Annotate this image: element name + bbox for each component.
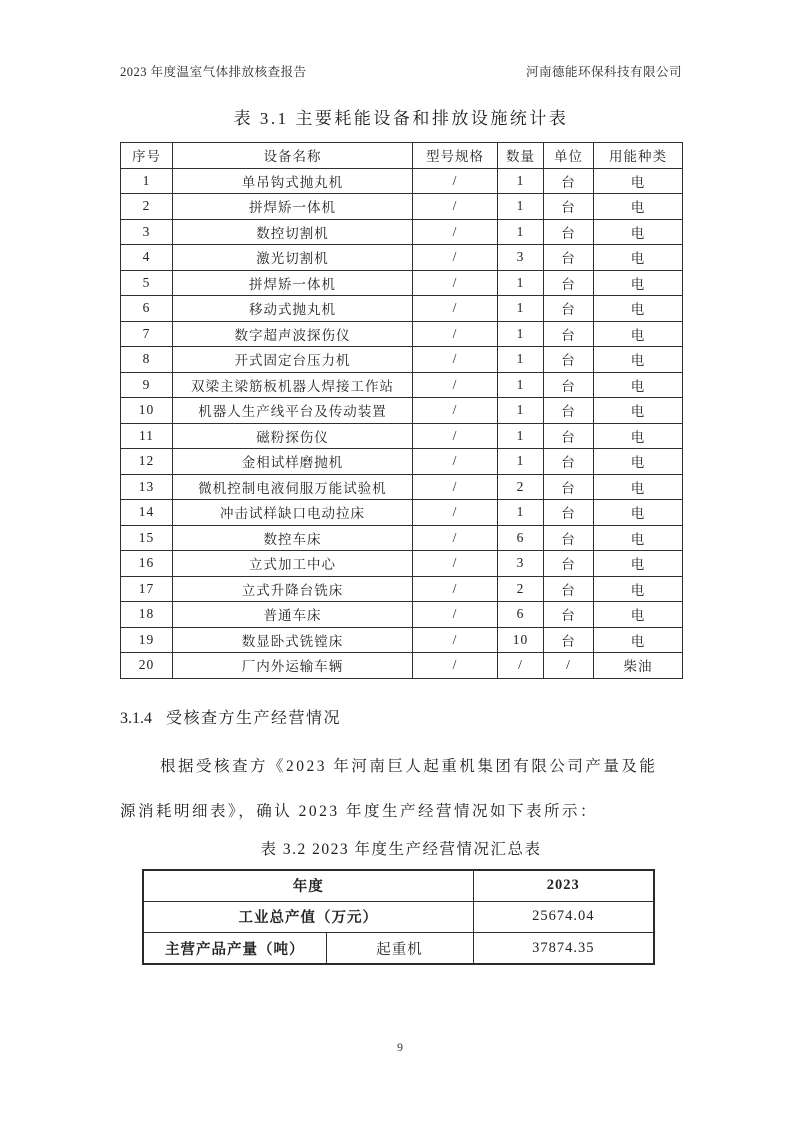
table-cell: / xyxy=(413,449,498,475)
table-cell: 13 xyxy=(121,474,173,500)
table-row xyxy=(121,576,683,602)
table-row xyxy=(121,372,683,398)
table-cell: / xyxy=(413,194,498,220)
table-row xyxy=(121,474,683,500)
table-cell: 台 xyxy=(544,372,594,398)
table31-title: 表 3.1 主要耗能设备和排放设施统计表 xyxy=(233,109,569,128)
product-name-cell: 起重机 xyxy=(326,933,473,965)
table-cell: 单吊钩式抛丸机 xyxy=(173,168,413,194)
table-cell: / xyxy=(413,168,498,194)
table-row xyxy=(143,870,654,902)
table-row xyxy=(121,347,683,373)
table-cell: 立式加工中心 xyxy=(173,551,413,577)
table-cell: / xyxy=(413,576,498,602)
table-cell: 电 xyxy=(594,270,683,296)
table32-title: 表 3.2 2023 年度生产经营情况汇总表 xyxy=(260,840,542,858)
table-cell: 柴油 xyxy=(594,653,683,679)
table-cell: 1 xyxy=(498,398,544,424)
table-cell: / xyxy=(413,423,498,449)
table-row xyxy=(121,245,683,271)
table-row xyxy=(121,270,683,296)
table-cell: / xyxy=(413,270,498,296)
table-cell: / xyxy=(413,245,498,271)
section-heading-text: 受核查方生产经营情况 xyxy=(166,709,342,727)
equipment-table xyxy=(120,142,683,679)
production-summary-table xyxy=(142,869,655,966)
table-cell: 金相试样磨抛机 xyxy=(173,449,413,475)
page-number: 9 xyxy=(397,1040,403,1054)
table-cell: 16 xyxy=(121,551,173,577)
table-cell: 开式固定台压力机 xyxy=(173,347,413,373)
table-row xyxy=(121,500,683,526)
table-cell: 电 xyxy=(594,500,683,526)
table-cell: 电 xyxy=(594,321,683,347)
table-cell: 激光切割机 xyxy=(173,245,413,271)
year-value-cell: 2023 xyxy=(473,870,654,902)
table-cell: 15 xyxy=(121,525,173,551)
table-cell: 电 xyxy=(594,525,683,551)
table-cell: 电 xyxy=(594,398,683,424)
table-cell: 2 xyxy=(498,576,544,602)
table-cell: 机器人生产线平台及传动装置 xyxy=(173,398,413,424)
table-cell: 8 xyxy=(121,347,173,373)
table-cell: / xyxy=(413,296,498,322)
table-cell: 数字超声波探伤仪 xyxy=(173,321,413,347)
table-row xyxy=(121,168,683,194)
equipment-table-head xyxy=(121,143,683,169)
output-value-cell: 25674.04 xyxy=(473,901,654,933)
table-cell: 台 xyxy=(544,245,594,271)
table-cell: 4 xyxy=(121,245,173,271)
table-cell: 电 xyxy=(594,474,683,500)
table-cell: 台 xyxy=(544,525,594,551)
header-company-name: 河南德能环保科技有限公司 xyxy=(525,65,682,79)
table-cell: 电 xyxy=(594,296,683,322)
table-cell: 电 xyxy=(594,219,683,245)
table-cell: 台 xyxy=(544,347,594,373)
table-cell: 1 xyxy=(498,449,544,475)
table-cell: 台 xyxy=(544,551,594,577)
table-cell: / xyxy=(413,347,498,373)
section-heading xyxy=(120,705,682,728)
table-cell: 1 xyxy=(121,168,173,194)
table-cell: 3 xyxy=(498,245,544,271)
table-cell: 1 xyxy=(498,321,544,347)
table-cell: 台 xyxy=(544,576,594,602)
table-cell: 2 xyxy=(121,194,173,220)
table-cell: 台 xyxy=(544,602,594,628)
table-row xyxy=(121,551,683,577)
table-cell: 电 xyxy=(594,168,683,194)
table-cell: / xyxy=(413,500,498,526)
table-cell: 台 xyxy=(544,194,594,220)
column-header-index: 序号 xyxy=(121,143,173,169)
equipment-table-body xyxy=(121,168,683,678)
table-row xyxy=(143,933,654,965)
section-number: 3.1.4 xyxy=(120,709,152,727)
table-cell: 1 xyxy=(498,423,544,449)
table-cell: 台 xyxy=(544,423,594,449)
table-cell: 12 xyxy=(121,449,173,475)
table-cell: 台 xyxy=(544,321,594,347)
table-cell: 19 xyxy=(121,627,173,653)
header-report-title: 2023 年度温室气体排放核查报告 xyxy=(120,65,307,79)
table-cell: / xyxy=(413,321,498,347)
table-cell: / xyxy=(413,398,498,424)
table-cell: / xyxy=(413,551,498,577)
table-cell: 10 xyxy=(498,627,544,653)
table-cell: 2 xyxy=(498,474,544,500)
table-cell: 拼焊矫一体机 xyxy=(173,270,413,296)
table-row xyxy=(121,296,683,322)
table-cell: 拼焊矫一体机 xyxy=(173,194,413,220)
table-cell: 微机控制电液伺服万能试验机 xyxy=(173,474,413,500)
table-cell: 电 xyxy=(594,551,683,577)
table-cell: 14 xyxy=(121,500,173,526)
table-row xyxy=(121,627,683,653)
table-cell: 电 xyxy=(594,602,683,628)
table-cell: 18 xyxy=(121,602,173,628)
table-cell: / xyxy=(498,653,544,679)
table-cell: 电 xyxy=(594,423,683,449)
table-row xyxy=(121,398,683,424)
table-cell: 电 xyxy=(594,194,683,220)
table-cell: 厂内外运输车辆 xyxy=(173,653,413,679)
table-cell: 3 xyxy=(121,219,173,245)
product-label-cell: 主营产品产量（吨） xyxy=(143,933,326,965)
table-cell: / xyxy=(413,372,498,398)
table-cell: 11 xyxy=(121,423,173,449)
product-value-cell: 37874.35 xyxy=(473,933,654,965)
table-cell: 17 xyxy=(121,576,173,602)
table-row xyxy=(121,194,683,220)
table-cell: 台 xyxy=(544,627,594,653)
table-cell: 1 xyxy=(498,194,544,220)
table-cell: 移动式抛丸机 xyxy=(173,296,413,322)
table-cell: 普通车床 xyxy=(173,602,413,628)
table-cell: / xyxy=(413,525,498,551)
paragraph-line: 根据受核查方《2023 年河南巨人起重机集团有限公司产量及能 xyxy=(160,757,658,775)
table-cell: 9 xyxy=(121,372,173,398)
table-cell: 冲击试样缺口电动拉床 xyxy=(173,500,413,526)
table-cell: 1 xyxy=(498,347,544,373)
table-cell: 电 xyxy=(594,576,683,602)
table-cell: 3 xyxy=(498,551,544,577)
table-cell: 电 xyxy=(594,347,683,373)
table-cell: 台 xyxy=(544,449,594,475)
table-row xyxy=(121,449,683,475)
table-cell: 1 xyxy=(498,168,544,194)
output-label-cell: 工业总产值（万元） xyxy=(143,901,473,933)
table-row xyxy=(143,901,654,933)
table-row xyxy=(121,525,683,551)
table-cell: 6 xyxy=(498,602,544,628)
table-cell: 1 xyxy=(498,500,544,526)
table-cell: 1 xyxy=(498,372,544,398)
table-cell: 数控切割机 xyxy=(173,219,413,245)
table-row xyxy=(121,423,683,449)
paragraph-line: 源消耗明细表》，确认 2023 年度生产经营情况如下表所示： xyxy=(120,802,599,820)
section-paragraph xyxy=(120,744,682,834)
table-cell: 台 xyxy=(544,270,594,296)
table-row xyxy=(121,602,683,628)
table-cell: 1 xyxy=(498,270,544,296)
column-header-energy: 用能种类 xyxy=(594,143,683,169)
table-cell: / xyxy=(413,627,498,653)
table-cell: 5 xyxy=(121,270,173,296)
table-row xyxy=(121,219,683,245)
column-header-model: 型号规格 xyxy=(413,143,498,169)
table-cell: 数显卧式铣镗床 xyxy=(173,627,413,653)
table-cell: 6 xyxy=(498,525,544,551)
table-cell: 立式升降台铣床 xyxy=(173,576,413,602)
table-cell: 台 xyxy=(544,500,594,526)
table-cell: / xyxy=(544,653,594,679)
header-row xyxy=(121,143,683,169)
table-cell: 电 xyxy=(594,627,683,653)
table-cell: 磁粉探伤仪 xyxy=(173,423,413,449)
table-cell: / xyxy=(413,219,498,245)
table-cell: 台 xyxy=(544,296,594,322)
table-cell: 台 xyxy=(544,398,594,424)
table-row xyxy=(121,653,683,679)
table-cell: 台 xyxy=(544,474,594,500)
table-cell: 双梁主梁筋板机器人焊接工作站 xyxy=(173,372,413,398)
table-cell: / xyxy=(413,602,498,628)
column-header-unit: 单位 xyxy=(544,143,594,169)
table-cell: 电 xyxy=(594,372,683,398)
table-cell: 7 xyxy=(121,321,173,347)
table-cell: 1 xyxy=(498,296,544,322)
page-content xyxy=(120,0,682,965)
table-cell: 6 xyxy=(121,296,173,322)
table-cell: 10 xyxy=(121,398,173,424)
table-cell: 电 xyxy=(594,245,683,271)
page-header xyxy=(120,62,682,80)
year-label-cell: 年度 xyxy=(143,870,473,902)
table-cell: 台 xyxy=(544,219,594,245)
table-cell: 电 xyxy=(594,449,683,475)
table-cell: 1 xyxy=(498,219,544,245)
column-header-qty: 数量 xyxy=(498,143,544,169)
table-cell: 数控车床 xyxy=(173,525,413,551)
table-cell: / xyxy=(413,474,498,500)
table-cell: 20 xyxy=(121,653,173,679)
table-row xyxy=(121,321,683,347)
table-cell: 台 xyxy=(544,168,594,194)
column-header-name: 设备名称 xyxy=(173,143,413,169)
table-cell: / xyxy=(413,653,498,679)
